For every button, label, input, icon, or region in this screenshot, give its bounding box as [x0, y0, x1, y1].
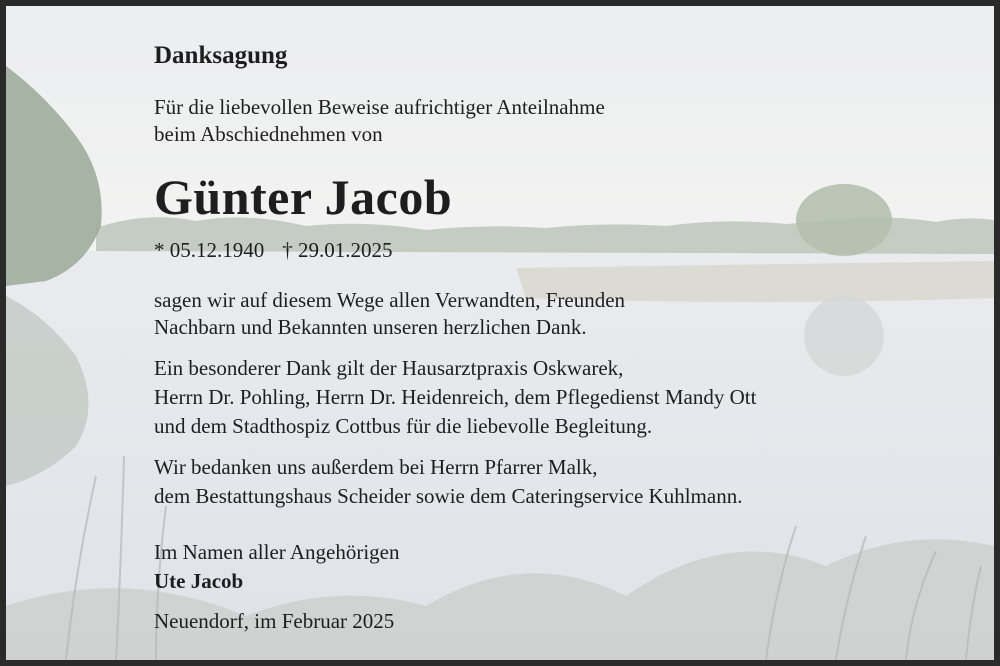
deceased-name: Günter Jacob	[154, 169, 453, 225]
paragraph3-line-1: Wir bedanken uns außerdem bei Herrn Pfarrer Malk,	[154, 455, 598, 479]
notice-heading: Danksagung	[154, 42, 288, 69]
life-dates	[154, 238, 411, 262]
signer-name: Ute Jacob	[154, 569, 244, 593]
island-tree-reflection	[804, 296, 884, 376]
place-and-date: Neuendorf, im Februar 2025	[154, 609, 395, 633]
island-tree	[796, 184, 892, 256]
birth-date: * 05.12.1940	[154, 238, 265, 262]
intro-line-2: beim Abschiednehmen von	[154, 122, 383, 146]
paragraph1-line-2: Nachbarn und Bekannten unseren herzlichen Dank.	[154, 315, 587, 339]
paragraph2-line-3: und dem Stadthospiz Cottbus für die liebevolle Begleitung.	[154, 414, 653, 438]
paragraph1-line-1: sagen wir auf diesem Wege allen Verwandten, Freunden	[154, 288, 626, 312]
intro-line-1: Für die liebevollen Beweise aufrichtiger Anteilnahme	[154, 95, 605, 119]
death-date: † 29.01.2025	[282, 238, 393, 262]
paragraph2-line-2: Herrn Dr. Pohling, Herrn Dr. Heidenreich, dem Pflegedienst Mandy Ott	[154, 385, 757, 409]
paragraph2-line-1: Ein besonderer Dank gilt der Hausarztpraxis Oskwarek,	[154, 356, 624, 380]
paragraph3-line-2: dem Bestattungshaus Scheider sowie dem Cateringservice Kuhlmann.	[154, 484, 743, 508]
signature-preface: Im Namen aller Angehörigen	[154, 540, 400, 564]
